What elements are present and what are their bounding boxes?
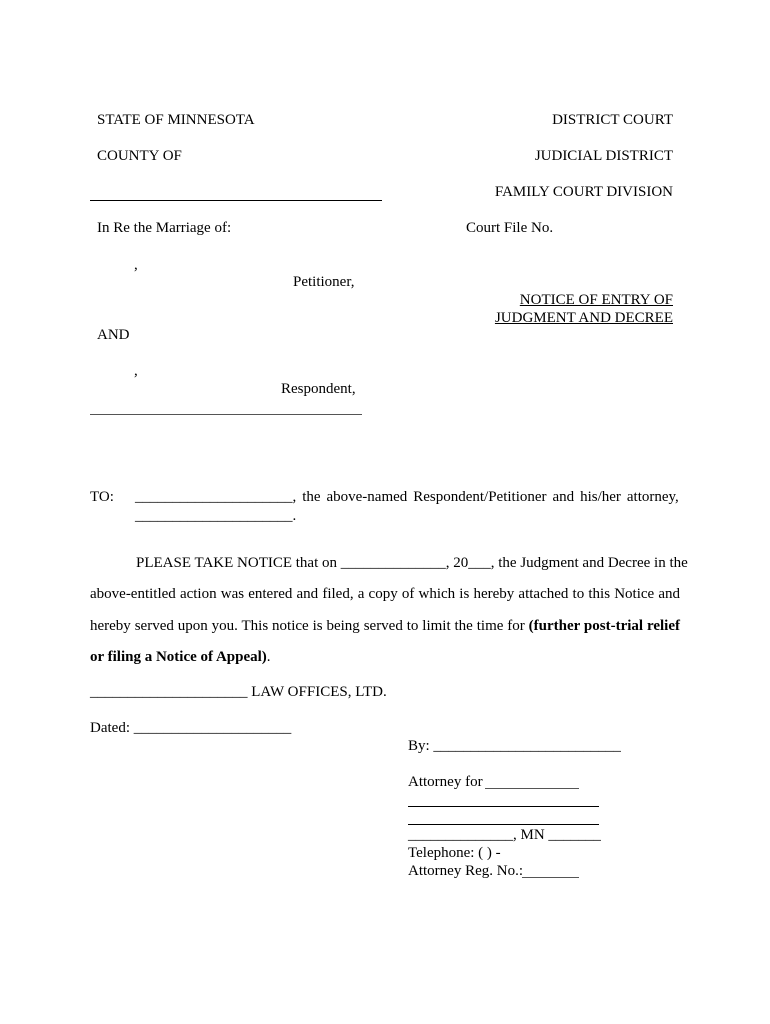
law-offices-line [90, 683, 387, 701]
city-mn-line: ______________, MN _______ [408, 827, 601, 843]
body-line-3-text: hereby served upon you. This notice is being served to limit the time for [90, 618, 529, 634]
to-line-1 [135, 488, 679, 506]
law-offices-blank: _____________________ [90, 684, 248, 700]
respondent-name-comma: , [134, 363, 138, 379]
judicial-district-heading: JUDICIAL DISTRICT [534, 148, 673, 164]
county-underline [90, 200, 382, 201]
state-heading: STATE OF MINNESOTA [97, 112, 255, 128]
to-blank-2: _____________________ [135, 508, 293, 524]
county-heading: COUNTY OF [97, 148, 182, 164]
notice-title-line-2: JUDGMENT AND DECREE [494, 310, 673, 326]
attorney-reg-underline [522, 877, 579, 878]
respondent-label: Respondent, [281, 381, 356, 397]
to-text-2: . [292, 508, 297, 524]
body-line-1: PLEASE TAKE NOTICE that on ______________, 20___, the Judgment and Decree in the [136, 555, 688, 571]
attorney-for-label: Attorney for [408, 774, 483, 790]
body-line-3 [90, 617, 680, 635]
law-offices-label: LAW OFFICES, LTD. [247, 684, 387, 700]
by-signature-line: By: _________________________ [408, 738, 621, 754]
caption-bottom-rule [90, 414, 362, 415]
body-line-4-bold: or filing a Notice of Appeal) [90, 649, 267, 665]
address-line-1 [408, 806, 599, 807]
petitioner-name-comma: , [134, 257, 138, 273]
attorney-reg-label: Attorney Reg. No.: [408, 863, 523, 879]
address-line-2 [408, 824, 599, 825]
body-line-4-end: . [266, 649, 271, 665]
family-division-heading: FAMILY COURT DIVISION [494, 184, 673, 200]
to-line-2 [135, 507, 296, 525]
petitioner-label: Petitioner, [293, 274, 355, 290]
dated-line: Dated: _____________________ [90, 720, 292, 736]
court-file-label: Court File No. [466, 220, 554, 236]
in-re-marriage-label: In Re the Marriage of: [97, 220, 232, 236]
to-blank-1: _____________________ [135, 489, 293, 505]
to-label: TO: [90, 489, 114, 505]
body-line-4 [90, 648, 680, 666]
and-label: AND [97, 327, 130, 343]
notice-title-line-1: NOTICE OF ENTRY OF [519, 292, 673, 308]
body-line-2: above-entitled action was entered and filed, a copy of which is hereby attached to this Notice and [90, 586, 680, 602]
attorney-for-underline [485, 788, 579, 789]
body-line-3-bold: (further post-trial relief [528, 618, 680, 634]
to-text-1: , the above-named Respondent/Petitioner and his/her attorney, [292, 489, 679, 505]
telephone-line: Telephone: ( ) - [408, 845, 501, 861]
district-court-heading: DISTRICT COURT [552, 112, 673, 128]
